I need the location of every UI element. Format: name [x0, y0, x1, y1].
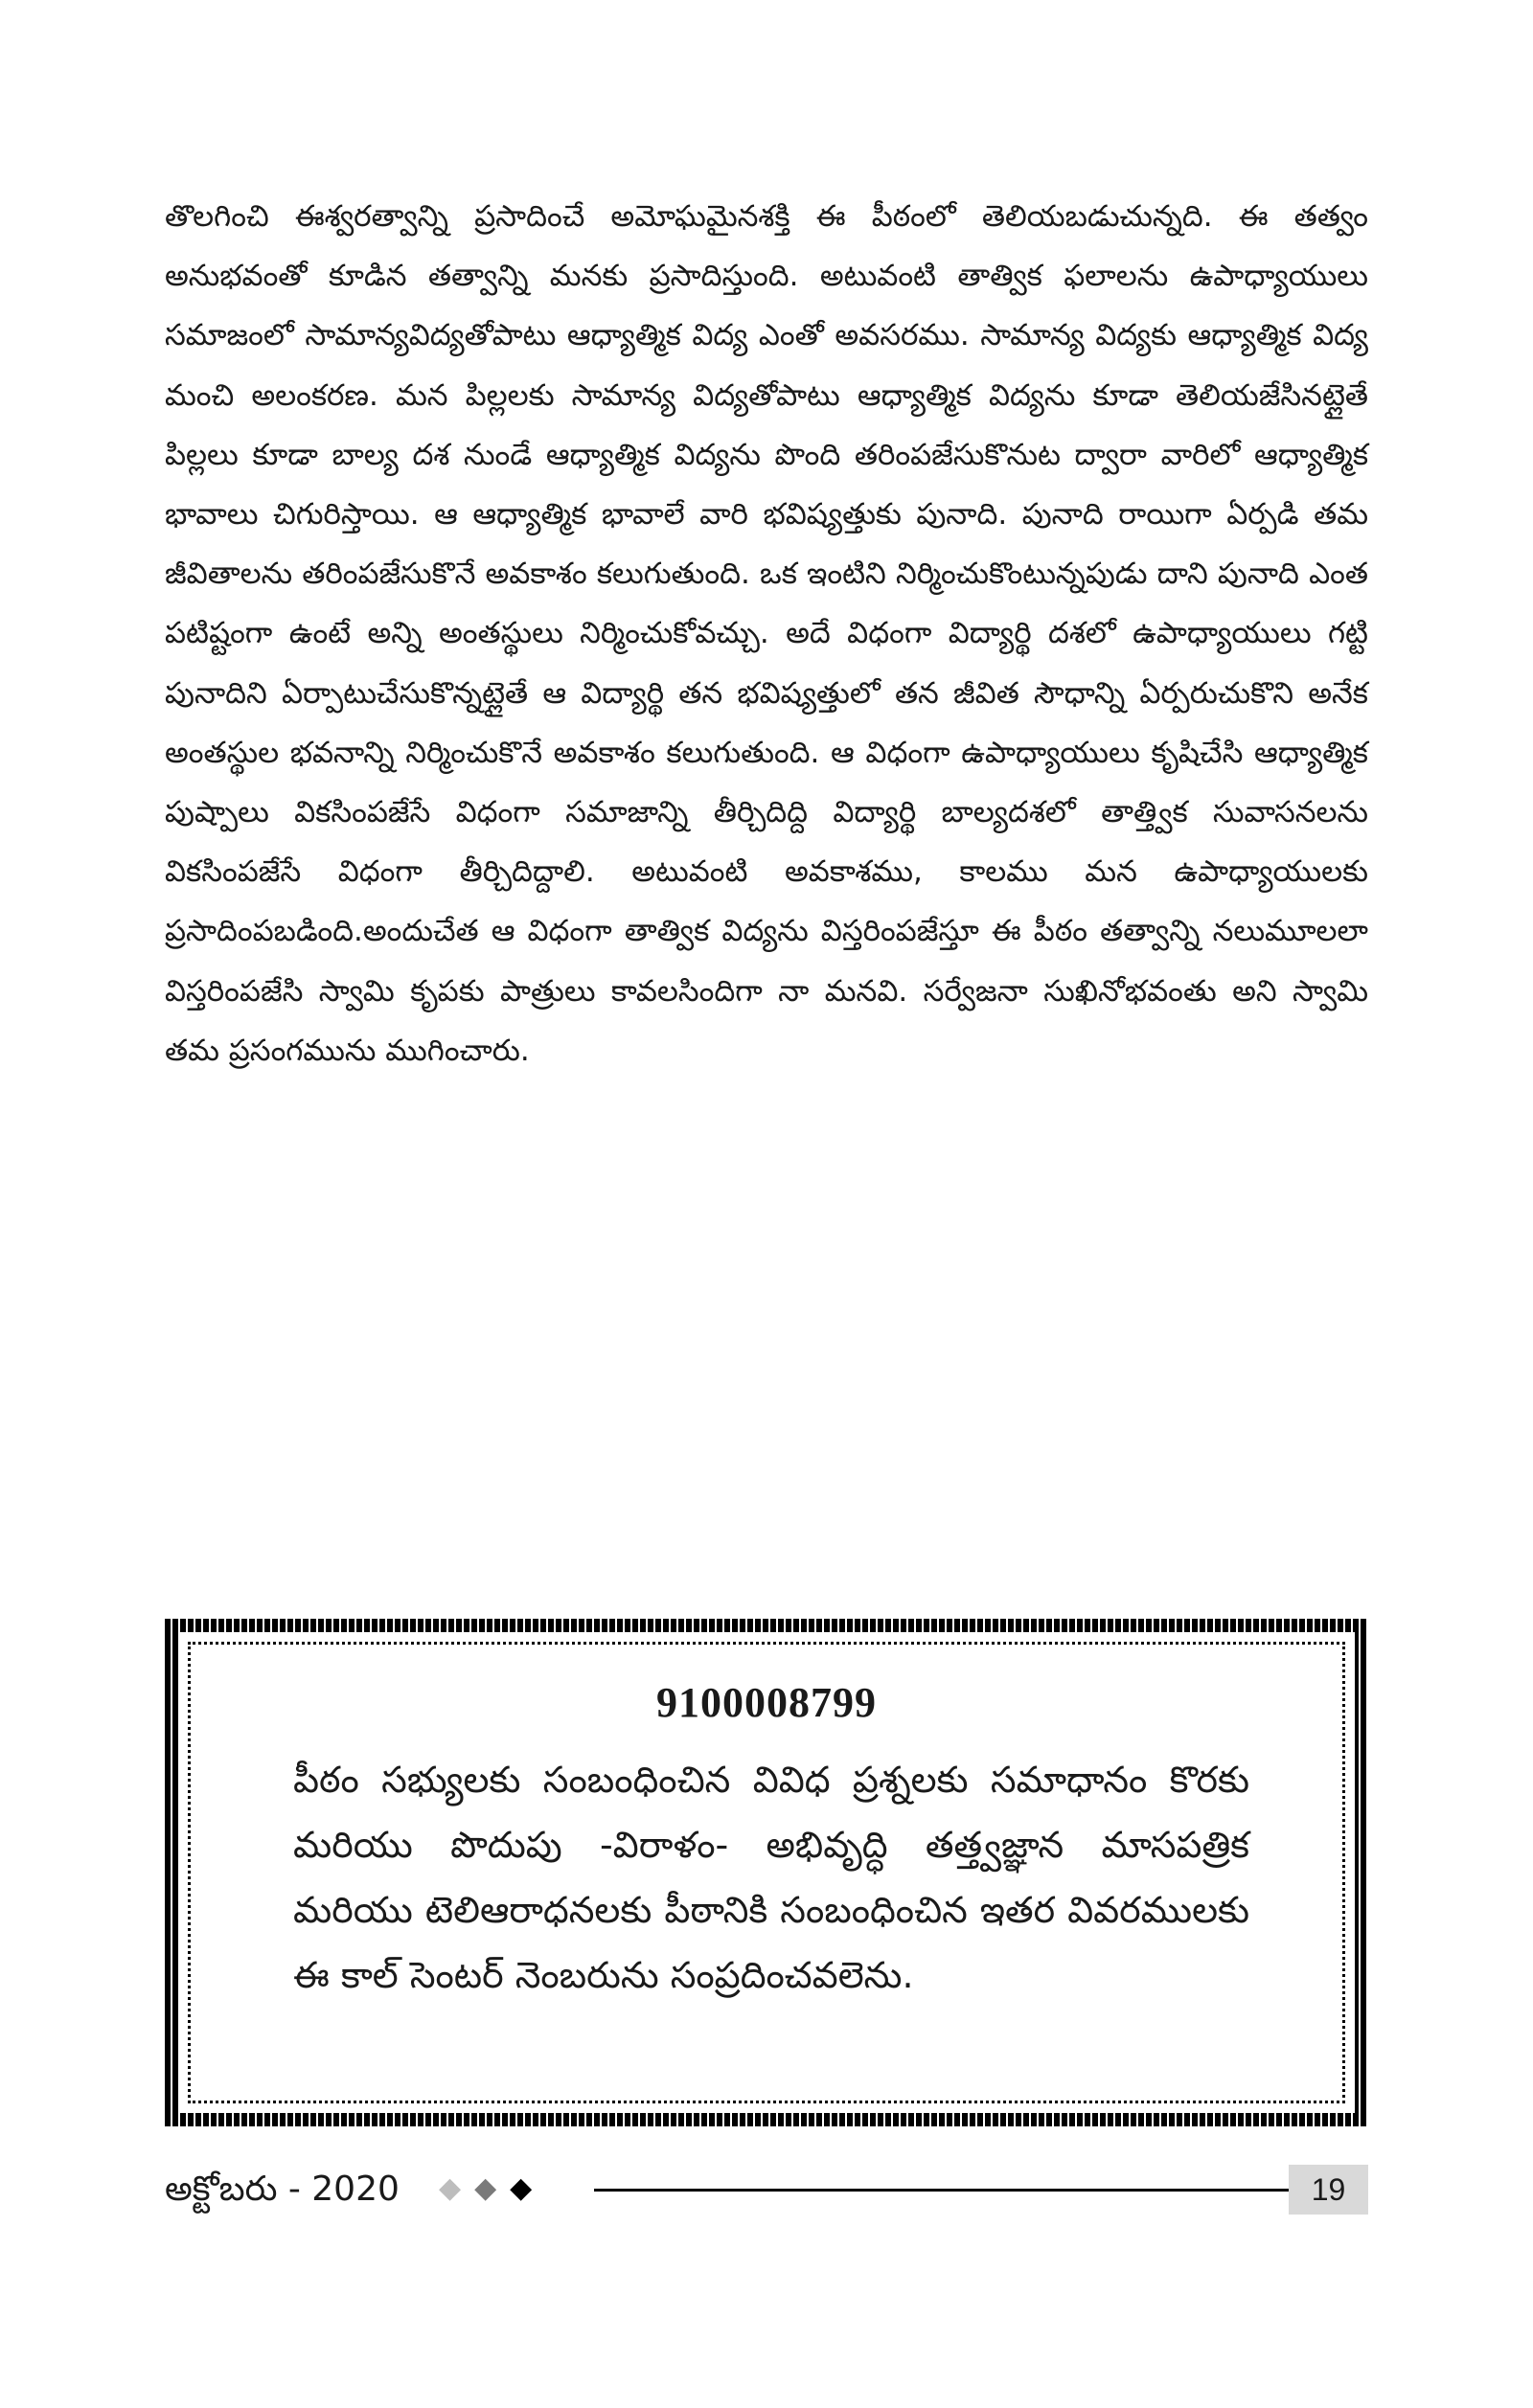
body-paragraph: తొలగించి ఈశ్వరత్వాన్ని ప్రసాదించే అమోఘమైనశక్తి ఈ పీఠంలో తెలియబడుచున్నది. ఈ తత్వం అనుభవంతో కూడిన తత్వాన్ని మనకు ప్రసాదిస్తుంది. అటువంటి తాత్విక ఫలాలను ఉపాధ్యాయులు సమాజంలో సామాన్యవిద్యతోపాటు ఆధ్యాత్మిక విద్య ఎంతో అవసరము. సామాన్య విద్యకు ఆధ్యాత్మిక విద్య మంచి అలంకరణ. మన పిల్లలకు సామాన్య విద్యతోపాటు ఆధ్యాత్మిక విద్యను కూడా తెలియజేసినట్లైతే పిల్లలు కూడా బాల్య దశ నుండే ఆధ్యాత్మిక విద్యను పొంది తరింపజేసుకొనుట ద్వారా వారిలో ఆధ్యాత్మిక భావాలు చిగురిస్తాయి. ఆ ఆధ్యాత్మిక భావాలే వారి భవిష్యత్తుకు పునాది. పునాది రాయిగా ఏర్పడి తమ జీవితాలను తరింపజేసుకొనే అవకాశం కలుగుతుంది. ఒక ఇంటిని నిర్మించుకొంటున్నపుడు దాని పునాది ఎంత పటిష్టంగా ఉంటే అన్ని అంతస్థులు నిర్మించుకోవచ్చు. అదే విధంగా విద్యార్థి దశలో ఉపాధ్యాయులు గట్టి పునాదిని ఏర్పాటుచేసుకొన్నట్లైతే ఆ విద్యార్థి తన భవిష్యత్తులో తన జీవిత సౌధాన్ని ఏర్పరుచుకొని అనేక అంతస్థుల భవనాన్ని నిర్మించుకొనే అవకాశం కలుగుతుంది. ఆ విధంగా ఉపాధ్యాయులు కృషిచేసి ఆధ్యాత్మిక పుష్పాలు వికసింపజేసే విధంగా సమాజాన్ని తీర్చిదిద్ది విద్యార్థి బాల్యదశలో తాత్త్విక సువాసనలను వికసింపజేసే విధంగా తీర్చిదిద్దాలి. అటువంటి అవకాశము, కాలము మన ఉపాధ్యాయులకు ప్రసాదింపబడింది.అందుచేత ఆ విధంగా తాత్విక విద్యను విస్తరింపజేస్తూ ఈ పీఠం తత్వాన్ని నలుమూలలా విస్తరింపజేసి స్వామి కృపకు పాత్రులు కావలసిందిగా నా మనవి. సర్వేజనా సుఖినోభవంతు అని స్వామి తమ ప్రసంగమును ముగించారు.: [165, 199, 1368, 1068]
page-number: 19: [1289, 2165, 1368, 2215]
diamond-icon: ◆: [510, 2171, 546, 2205]
footer-diamonds: [439, 2171, 546, 2205]
diamond-icon: ◆: [439, 2171, 475, 2205]
diamond-icon: ◆: [474, 2171, 511, 2205]
call-center-notice-box: [165, 1619, 1368, 2126]
footer-rule: [594, 2189, 1289, 2192]
notice-text: పీఠం సభ్యులకు సంబంధించిన వివిధ ప్రశ్నలకు సమాధానం కొరకు మరియు పొదుపు -విరాళం- అభివృద్ధి తత్త్వజ్ఞాన మాసపత్రిక మరియు టెలిఆరాధనలకు పీఠానికి సంబంధించిన ఇతర వివరములకు ఈ కాల్ సెంటర్ నెంబరును సంప్రదించవలెను.: [293, 1759, 1249, 1996]
body-text: [165, 187, 1368, 1080]
issue-label: అక్టోబరు - 2020: [165, 2169, 400, 2209]
call-center-phone-number: 9100008799: [656, 1679, 877, 1726]
page-footer: [165, 2165, 1368, 2215]
